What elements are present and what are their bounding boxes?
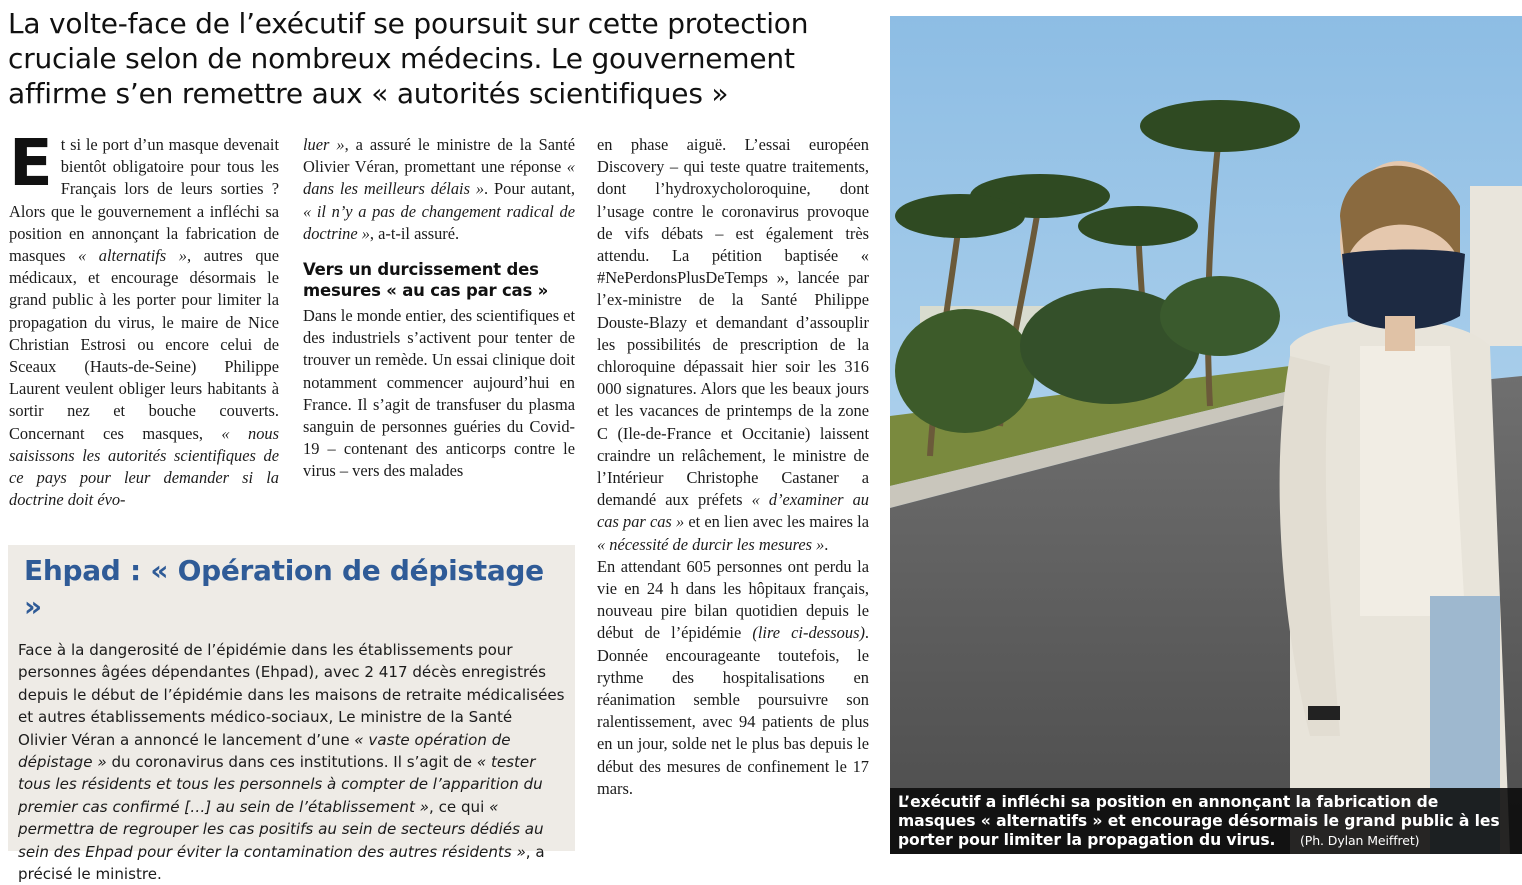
text-run: , a-t-il assuré.: [369, 223, 460, 243]
news-photo: [890, 16, 1522, 854]
quote-run: « tester tous les résidents et tous les personnels à compter de l’apparition du premier cas confirmé […] au sein de l’établissement »: [18, 753, 543, 816]
quote-run: « dans les meilleurs délais »: [303, 157, 575, 199]
text-run: du coronavirus dans ces institutions. Il s’agit de: [106, 753, 477, 772]
caption-text: L’exécutif a infléchi sa position en annonçant la fabrication de masques « alternatifs » et encourage désormais le grand public à les porter pour limiter la propagation du virus.: [898, 793, 1500, 849]
sidebar-text: [18, 639, 565, 885]
text-run: , a précisé le ministre.: [18, 842, 545, 884]
paragraph: [303, 134, 575, 245]
paragraph: [597, 134, 869, 556]
quote-run: « alternatifs »: [78, 246, 187, 266]
quote-run: « nous saisissons les autorités scientifiques de ce pays pour leur demander si la doctrine doit évo-: [9, 423, 279, 510]
photo-caption: [890, 788, 1522, 854]
text-run: En attendant 605 personnes ont perdu la vie en 24 h dans les hôpitaux français, nouveau pire bilan quotidien depuis le début de l’épidémie: [597, 556, 869, 643]
quote-run: luer »: [303, 135, 345, 154]
text-run: t si le port d’un masque devenait bientôt obligatoire pour tous les Français lors de leurs sorties ? Alors que le gouvernement a infléchi sa position en annonçant la fabrication de masques: [9, 135, 279, 266]
text-run: . Pour autant,: [484, 179, 575, 199]
headline: La volte-face de l’exécutif se poursuit sur cette protection cruciale selon de nombreux médecins. Le gouvernement affirme s’en remettre aux « autorités scientifiques »: [8, 7, 809, 110]
text-run: , ce qui: [428, 797, 490, 816]
paragraph: [597, 556, 869, 800]
article-column-1: [9, 127, 279, 529]
drop-cap: E: [9, 127, 53, 201]
paragraph: [9, 127, 279, 511]
sidebar-title: Ehpad : « Opération de dépistage »: [24, 554, 544, 623]
quote-run: « nécessité de durcir les mesures »: [597, 534, 825, 554]
article-column-2: [303, 134, 575, 529]
quote-run: « d’examiner au cas par cas »: [597, 490, 870, 532]
text-run: . Donnée encourageante toutefois, le rythme des hospitalisations en réanimation semble poursuivre son ralentissement, avec 94 patients de plus en un jour, solde net le plus bas depuis le début des mesures de confinement le 17 mars.: [597, 623, 870, 798]
text-run: en phase aiguë. L’essai européen Discovery – qui teste quatre traitements, dont l’hydroxycholoroquine, dont l’usage contre le coronavirus provoque de vifs débats – est également très attendu. La pétition baptisée « #NePerdonsPlusDeTemps », lancée par l’ex-ministre de la Santé Philippe Douste-Blazy et demandant d’assouplir les possibilités de prescription de la chloroquine dépassait hier soir les 316 000 signatures. Alors que les beaux jours et les vacances de printemps de la zone C (Ile-de-France et Occitanie) laissent craindre un relâchement, le ministre de l’Intérieur Christophe Castaner a demandé aux préfets: [597, 135, 869, 510]
section-subheading: Vers un durcissement des mesures « au cas par cas »: [303, 260, 549, 301]
quote-run: « il n’y a pas de changement radical de doctrine »: [303, 201, 575, 243]
paragraph: Dans le monde entier, des scientifiques et des industriels s’activent pour tenter de trouver un remède. Un essai clinique doit notamment commencer aujourd’hui en France. Il s’agit de transfuser du plasma sanguin de personnes guéries du Covid-19 – contenant des anticorps contre le virus – vers des malades: [303, 306, 575, 481]
ehpad-sidebar-box: [8, 545, 575, 884]
quote-run: « permettra de regrouper les cas positifs au sein de secteurs dédiés au sein des Ehpad pour éviter la contamination des autres résidents »: [18, 797, 544, 861]
text-run: , autres que médicaux, et encourage désormais le grand public à les porter pour limiter la propagation du virus, le maire de Nice Christian Estrosi ou encore celui de Sceaux (Hauts-de-Seine) Philippe Laurent veulent obliger leurs habitants à sortir nez et bouche couverts. Concernant ces masques,: [9, 246, 279, 443]
photo-illustration: [890, 16, 1522, 854]
article-column-3: [597, 134, 869, 862]
quote-run: « vaste opération de dépistage »: [18, 730, 511, 772]
text-run: Face à la dangerosité de l’épidémie dans les établissements pour personnes âgées dépendantes (Ehpad), avec 2 417 décès enregistrés depuis le début de l’épidémie dans les maisons de retraite médicalisées et autres établissements médico-sociaux, Le ministre de la Santé Olivier Véran a annoncé le lancement d’une: [18, 641, 565, 749]
text-run: , a assuré le ministre de la Santé Olivier Véran, promettant une réponse: [303, 135, 575, 177]
text-run: .: [824, 534, 829, 554]
photo-credit: (Ph. Dylan Meiffret): [1300, 833, 1420, 848]
quote-run: (lire ci-dessous): [752, 623, 865, 643]
text-run: et en lien avec les maires la: [684, 512, 869, 532]
